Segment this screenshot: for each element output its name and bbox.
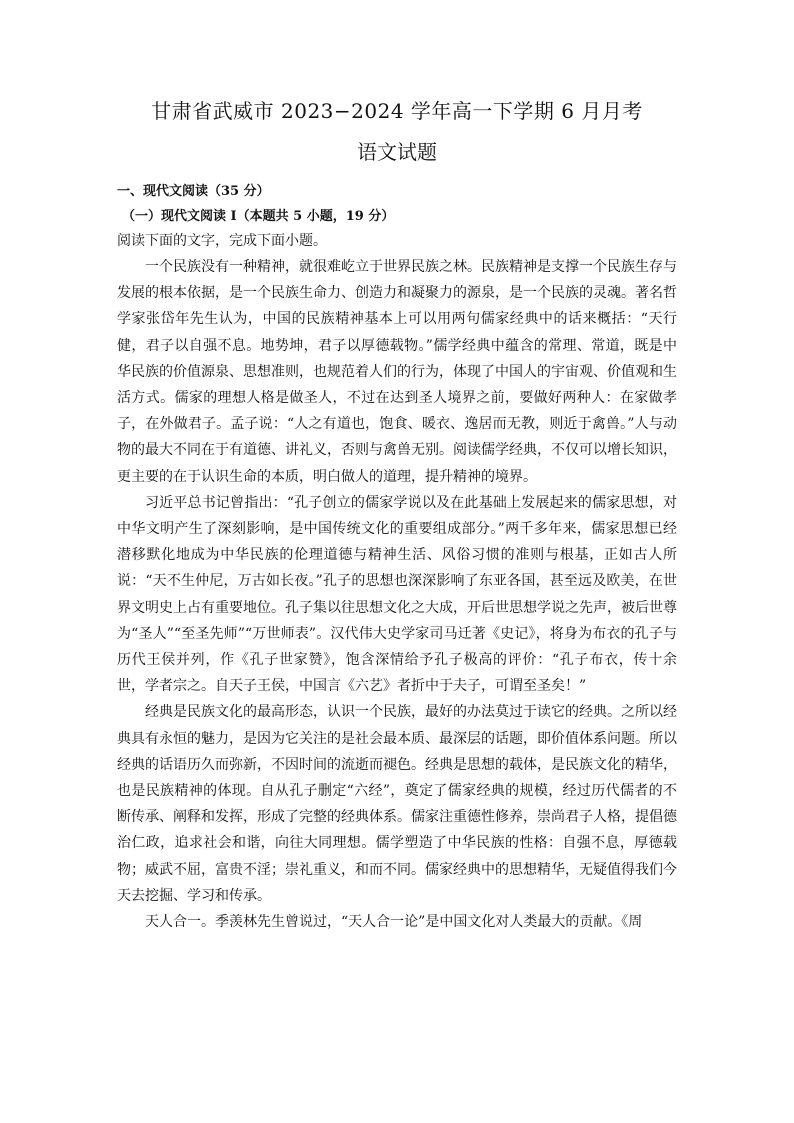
passage-paragraph-4: 天人合一。季羡林先生曾说过，“天人合一论”是中国文化对人类最大的贡献。《周 (145, 914, 643, 931)
reading-instruction: 阅读下面的文字，完成下面小题。 (117, 233, 327, 249)
reading-passage (117, 254, 677, 935)
passage-paragraph-2: 习近平总书记曾指出：“孔子创立的儒家学说以及在此基础上发展起来的儒家思想，对中华文明产生了深刻影响，是中国传统文化的重要组成部分。”两千多年来，儒家思想已经潜移默化地成为中华民族的伦理道德与精神生活、风俗习惯的准则与根基，正如古人所说：“天不生仲尼，万古如长夜。”孔子的思想也深深影响了东亚各国，甚至远及欧美，在世界文明史上占有重要地位。孔子集以往思想文化之大成，开后世思想学说之先声，被后世尊为“圣人”“至圣先师”“万世师表”。汉代伟大史学家司马迁著《史记》，将身为布衣的孔子与历代王侯并列，作《孔子世家赞》，饱含深情给予孔子极高的评价：“孔子布衣，传十余世，学者宗之。自天子王侯，中国言《六艺》者折中于夫子，可谓至圣矣！” (117, 494, 677, 695)
exam-subtitle: 语文试题 (357, 140, 437, 164)
document-page (117, 96, 677, 935)
exam-title: 甘肃省武威市 2023−2024 学年高一下学期 6 月月考 (151, 99, 643, 123)
section-subheading: （一）现代文阅读 I（本题共 5 小题，19 分） (122, 209, 395, 224)
passage-paragraph-1: 一个民族没有一种精神，就很难屹立于世界民族之林。民族精神是支撑一个民族生存与发展的根本依据，是一个民族生命力、创造力和凝聚力的源泉，是一个民族的灵魂。著名哲学家张岱年先生认为，中国的民族精神基本上可以用两句儒家经典中的话来概括：“天行健，君子以自强不息。地势坤，君子以厚德载物。”儒学经典中蕴含的常理、常道，既是中华民族的价值源泉、思想准则，也规范着人们的行为，体现了中国人的宇宙观、价值观和生活方式。儒家的理想人格是做圣人，不过在达到圣人境界之前，要做好两种人：在家做孝子，在外做君子。孟子说：“人之有道也，饱食、暖衣、逸居而无教，则近于禽兽。”人与动物的最大不同在于有道德、讲礼义，否则与禽兽无别。阅读儒学经典，不仅可以增长知识，更主要的在于认识生命的本质，明白做人的道理，提升精神的境界。 (117, 259, 677, 485)
passage-paragraph-3: 经典是民族文化的最高形态，认识一个民族，最好的办法莫过于读它的经典。之所以经典具有永恒的魅力，是因为它关注的是社会最本质、最深层的话题，即价值体系问题。所以经典的话语历久而弥新，不因时间的流逝而褪色。经典是思想的载体，是民族文化的精华，也是民族精神的体现。自从孔子删定“六经”，奠定了儒家经典的规模，经过历代儒者的不断传承、阐释和发挥，形成了完整的经典体系。儒家注重德性修养，崇尚君子人格，提倡德治仁政，追求社会和谐，向往大同理想。儒学塑造了中华民族的性格：自强不息，厚德载物；威武不屈，富贵不淫；崇礼重义，和而不同。儒家经典中的思想精华，无疑值得我们今天去挖掘、学习和传承。 (117, 704, 677, 904)
section-heading: 一、现代文阅读（35 分） (117, 184, 270, 199)
